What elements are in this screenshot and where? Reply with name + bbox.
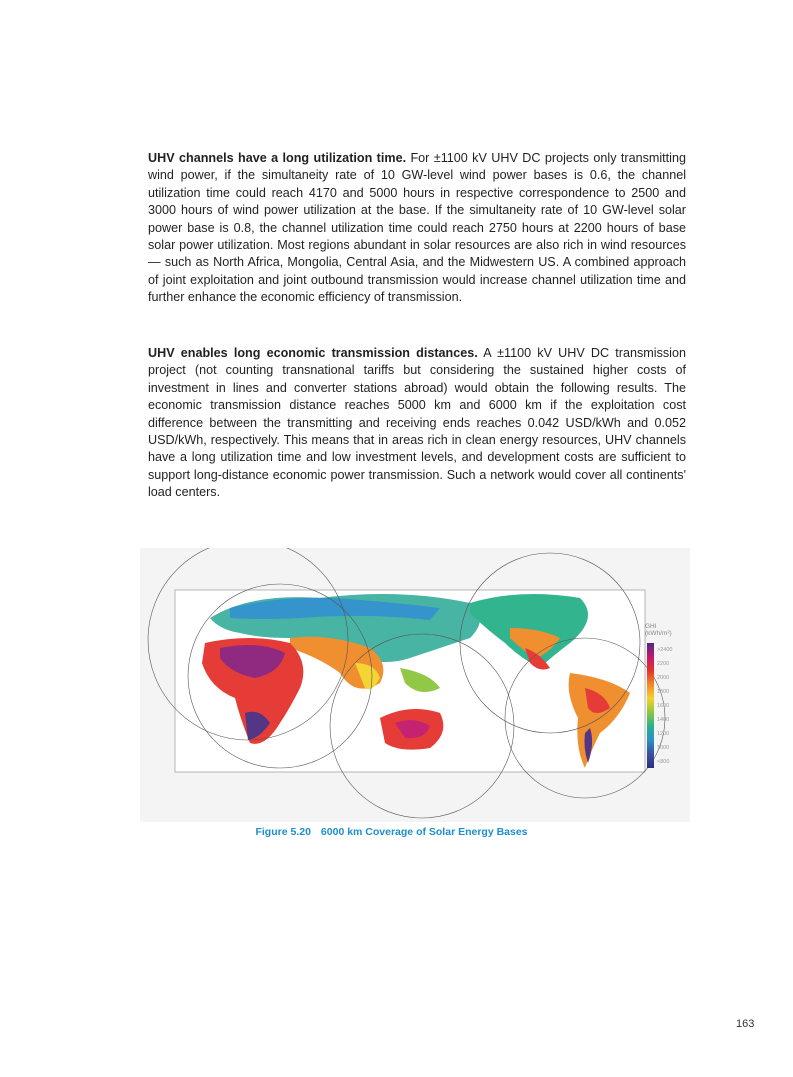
legend-tick: 1800 xyxy=(657,689,670,695)
paragraph-body: A ±1100 kV UHV DC transmission project (not counting transnational tariffs but considering the sustained higher costs of investment in lines and converter stations abroad) would obtain the following results. The economic transmission distance reaches 5000 km and 6000 km if the exploitation cost difference between the transmitting and receiving ends reaches 0.042 USD/kWh and 0.052 USD/kWh, respectively. This means that in areas rich in clean energy resources, UHV channels have a long utilization time and low investment levels, and development costs are sufficient to support long-distance economic power transmission. Such a network would cover all continents' load centers. xyxy=(148,346,686,500)
legend-tick: 2200 xyxy=(657,661,670,667)
caption-text: 6000 km Coverage of Solar Energy Bases xyxy=(320,826,528,838)
solar-coverage-map-figure xyxy=(140,548,690,822)
legend-tick: <800 xyxy=(657,759,670,765)
paragraph-utilization-time xyxy=(148,150,686,307)
legend-tick: 1600 xyxy=(657,703,670,709)
legend-tick: 2000 xyxy=(657,675,670,681)
legend-color-bar xyxy=(647,643,654,768)
figure-caption xyxy=(0,826,793,838)
world-solar-map xyxy=(140,548,690,822)
paragraph-lead: UHV enables long economic transmission distances. xyxy=(148,346,478,360)
paragraph-body: For ±1100 kV UHV DC projects only transmitting wind power, if the simultaneity rate of 10 GW-level wind power bases is 0.6, the channel utilization time could reach 4170 and 5000 hours in respective correspondence to 2500 and 3000 hours of wind power utilization at the base. If the simultaneity rate of 10 GW-level solar power base is 0.8, the channel utilization time could reach 2750 hours at 2200 hours of base solar power utilization. Most regions abundant in solar resources are also rich in wind resources — such as North Africa, Mongolia, Central Asia, and the Midwestern US. A combined approach of joint exploitation and joint outbound transmission would increase channel utilization time and further enhance the economic efficiency of transmission. xyxy=(148,151,686,305)
legend-tick: 1000 xyxy=(657,745,670,751)
legend-title: GHI (kWh/m²) xyxy=(645,623,672,637)
legend-ticks xyxy=(657,643,672,769)
paragraph-lead: UHV channels have a long utilization time. xyxy=(148,151,407,165)
legend-tick: 1200 xyxy=(657,731,670,737)
caption-number: Figure 5.20 xyxy=(255,826,311,838)
page-number: 163 xyxy=(736,1018,755,1030)
legend-tick: >2400 xyxy=(657,647,673,653)
legend-tick: 1400 xyxy=(657,717,670,723)
paragraph-transmission-distance xyxy=(148,345,686,502)
